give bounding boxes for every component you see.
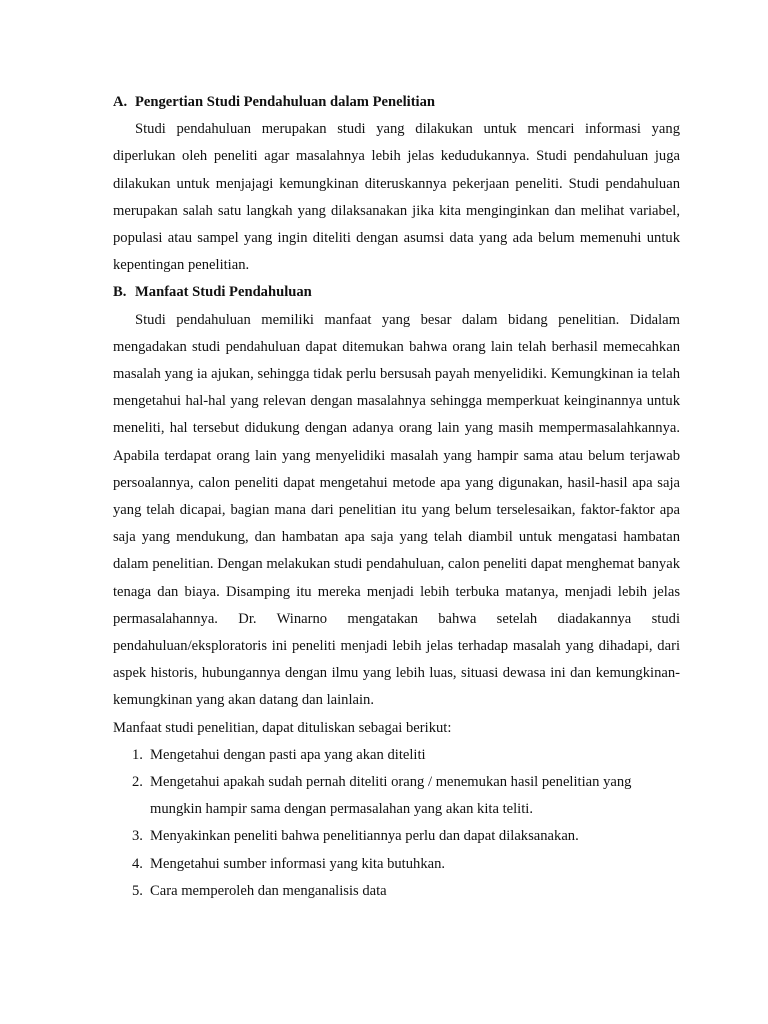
list-item: [113, 823, 680, 850]
list-intro: Manfaat studi penelitian, dapat dituliskan sebagai berikut:: [113, 719, 452, 736]
list-item-text: Mengetahui sumber informasi yang kita butuhkan.: [150, 855, 446, 872]
section-a-heading: [113, 89, 680, 116]
section-a-letter: A.: [113, 94, 128, 110]
list-item: [113, 742, 680, 769]
list-item-number: 5.: [132, 882, 143, 899]
list-item-number: 4.: [132, 855, 143, 872]
list-item: [113, 851, 680, 878]
section-b-title: Manfaat Studi Pendahuluan: [135, 284, 312, 301]
section-b-letter: B.: [113, 284, 127, 301]
section-a-title: Pengertian Studi Pendahuluan dalam Penelitian: [135, 94, 436, 110]
list-item-text: Mengetahui apakah sudah pernah diteliti orang / menemukan hasil penelitian yang mungkin hampir sama dengan permasalahan yang akan kita teliti.: [150, 774, 632, 818]
list-item: [113, 769, 680, 823]
list-item-number: 1.: [132, 746, 143, 763]
section-b-paragraph: Studi pendahuluan memiliki manfaat yang besar dalam bidang penelitian. Didalam mengadakan studi pendahuluan dapat ditemukan bahwa orang lain telah berhasil memecahkan masalah yang ia ajukan, sehingga tidak perlu bersusah payah menyelidiki. Kemungkinan ia telah mengetahui hal-hal yang relevan dengan masalahnya sehingga memperkuat keinginannya untuk meneliti, hal tersebut didukung dengan adanya orang lain yang masih mempermasalahkannya. Apabila terdapat orang lain yang menyelidiki masalah yang hampir sama atau belum terjawab persoalannya, calon peneliti dapat mengetahui metode apa yang digunakan, hasil-hasil apa saja yang telah dicapai, bagian mana dari penelitian itu yang belum terselesaikan, faktor-faktor apa saja yang mendukung, dan hambatan apa saja yang telah diambil untuk mengatasi hambatan dalam penelitian. Dengan melakukan studi pendahuluan, calon peneliti dapat menghemat banyak tenaga dan biaya. Disamping itu mereka menjadi lebih terbuka matanya, menjadi lebih jelas permasalahannya. Dr. Winarno mengatakan bahwa setelah diadakannya studi pendahuluan/eksploratoris ini peneliti menjadi lebih jelas terhadap masalah yang dihadapi, dari aspek historis, hubungannya dengan ilmu yang lebih luas, situasi dewasa ini dan kemungkinan-kemungkinan yang akan datang dan lainlain.: [113, 311, 680, 709]
list-item: [113, 878, 680, 905]
section-a-paragraph: Studi pendahuluan merupakan studi yang dilakukan untuk mencari informasi yang diperlukan oleh peneliti agar masalahnya lebih jelas kedudukannya. Studi pendahuluan juga dilakukan untuk menjajagi kemungkinan diteruskannya pekerjaan peneliti. Studi pendahuluan merupakan salah satu langkah yang dilaksanakan jika kita menginginkan dan melihat variabel, populasi atau sampel yang ingin diteliti dengan asumsi data yang ada belum memenuhi untuk kepentingan penelitian.: [113, 121, 680, 274]
benefits-list: [113, 742, 680, 905]
list-item-number: 2.: [132, 774, 143, 791]
list-item-text: Mengetahui dengan pasti apa yang akan diteliti: [150, 746, 426, 763]
list-item-text: Cara memperoleh dan menganalisis data: [150, 882, 387, 899]
section-b-heading: [113, 279, 680, 306]
list-item-text: Menyakinkan peneliti bahwa penelitiannya perlu dan dapat dilaksanakan.: [150, 828, 579, 845]
list-item-number: 3.: [132, 828, 143, 845]
